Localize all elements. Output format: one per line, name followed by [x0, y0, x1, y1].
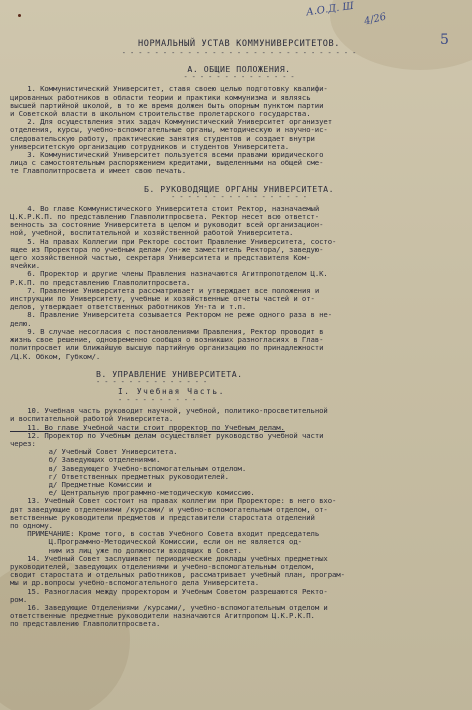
handwritten-mark: 4/26: [363, 11, 388, 28]
handwritten-mark: А.О.Д. Ш: [305, 0, 355, 19]
subsection-heading: I. Учебная Часть.: [118, 386, 225, 396]
paragraph-10: 10. Учебная часть руководит научной, учебной, политико-просветительной и воспитательной работой Университета.: [10, 406, 328, 424]
subsection-underline: - - - - - - - - - -: [118, 396, 197, 405]
paragraph-4: 4. Во главе Коммунистического Университета стоит Ректор, назначаемый Ц.К.Р.К.П. по представлению Главполитпросвета. Ректор несет всю ответст- венность за состояние Университета в целом и руководит всей организацион- ной, учебной, воспитательной и хозяйственной работой Университета.: [10, 203, 324, 238]
paragraph-9: 9. В случае несогласия с постановлениями Правления, Ректор проводит в жизнь свое решение, одновременно сообщая о возникших разногласиях в Глав- политпросвет или ближайшую высшую партийную организацию по принадлежности /Ц.К. Обком, Губком/.: [10, 326, 324, 361]
paragraph-16: 16. Заведующие Отделениями /курсами/, учебно-вспомогательным отделом и ответственные предметные руководители назначаются Агитпропом Ц.К.Р.К.П. по представлению Главполитпросвета.: [10, 602, 328, 629]
paragraph-13: 13. Учебный Совет состоит на правах коллегии при Проректоре: в него вхо- дят заведующие отделениями /курсами/ и учебно-вспомогательным отделом, от- ветственные руководители предметов и представители старостата отделений по одному.: [10, 496, 337, 530]
section-heading-v: В. УПРАВЛЕНИЕ УНИВЕРСИТЕТА.: [96, 368, 243, 379]
section-underline: - - - - - - - - - - - - - -: [96, 377, 208, 386]
section-underline: - - - - - - - - - - - - - -: [183, 73, 295, 82]
document-title: НОРМАЛЬНЫЙ УСТАВ КОММУНИВЕРСИТЕТОВ.: [137, 39, 341, 49]
page-number: 5: [440, 32, 449, 48]
paragraph-8: 8. Правление Университета созывается Ректором не реже одного раза в не- делю.: [10, 310, 332, 328]
paragraph-11: 11. Во главе Учебной части стоит проректор по Учебным делам.: [10, 422, 285, 432]
paragraph-14: 14. Учебный Совет заслушивает периодические доклады учебных предметных руководителей, заведующих отделениями и учебно-вспомогательным отделом, сводит старостата и отдельных работников, рассматривает учебный план, програм- мы и др.вопросы учебно-вспомогательного дела Университета.: [10, 553, 345, 588]
paragraph-12: 12. Проректор по Учебным делам осуществляет руководство учебной части через:: [10, 430, 324, 448]
document-body: [10, 40, 468, 629]
paragraph-3: 3. Коммунистический Университет пользуется всеми правами юридического лица с самостоятельным распоряжением кредитами, выделенными на общей сме- те Главполитпросвета и имеет свою печать.: [10, 150, 324, 176]
section-heading-b: Б. РУКОВОДЯЩИЕ ОРГАНЫ УНИВЕРСИТЕТА.: [143, 183, 335, 194]
section-heading-a: А. ОБЩИЕ ПОЛОЖЕНИЯ.: [187, 64, 291, 75]
paragraph-1: 1. Коммунистический Университет, ставя своею целью подготовку квалифи- цированных работников в области теории и практики коммунизма и являясь высшей партийной школой, в то же время должен быть опорным пунктом партии и Советской власти в школьном строительстве пролетарского государства.: [10, 84, 328, 119]
paragraph-7: 7. Правление Университета рассматривает и утверждает все положения и инструкции по Университету, учебные и хозяйственные отчеты частей и от- делов, утверждает ответственных работников Ун-та и т.п.: [10, 285, 320, 312]
paragraph-15: 15. Разногласия между проректором и Учебным Советом разрешаются Ректо- ром.: [10, 586, 328, 604]
pin-hole: [18, 14, 21, 17]
title-underline: - - - - - - - - - - - - - - - - - - - - - - - - - - - - -: [121, 49, 357, 58]
paragraph-2: 2. Для осуществления этих задач Коммунистический Университет организует отделения, курсы, учебно-вспомогательные органы, методическую и научно-ис- следовательскую работу, практические занятия студентов и создает внутри университетскую организацию сотрудников и студентов Университета.: [10, 117, 332, 151]
paragraph-5: 5. На правах Коллегии при Ректоре состоит Правление Университета, состо- ящее из Проректора по учебным делам /он-же заместитель Ректора/, заведую- щего хозяйственной частью, секретаря Университета и представителя Ком- ячейки.: [10, 236, 337, 271]
paragraph-6: 6. Проректор и другие члены Правления назначаются Агитпропотделом Ц.К. Р.К.П. по представлению Главполитпросвета.: [10, 269, 328, 287]
section-underline: - - - - - - - - - - - - - - - - -: [171, 192, 307, 201]
list-of-bodies: а/ Учебный Совет Университета. б/ Заведующих отделениями. в/ Заведующего Учебно-вспомогательным отделом. г/ Ответственных предметных руководителей. д/ Предметные Комиссии и е/ Центральную программно-методическую комиссию.: [48, 447, 255, 498]
note: ПРИМЕЧАНИЕ: Кроме того, в состав Учебного Совета входит председатель Ц.Программно-Методической Комиссии, если он не является од- ним из лиц уже по должности входящих в Совет.: [27, 529, 320, 555]
